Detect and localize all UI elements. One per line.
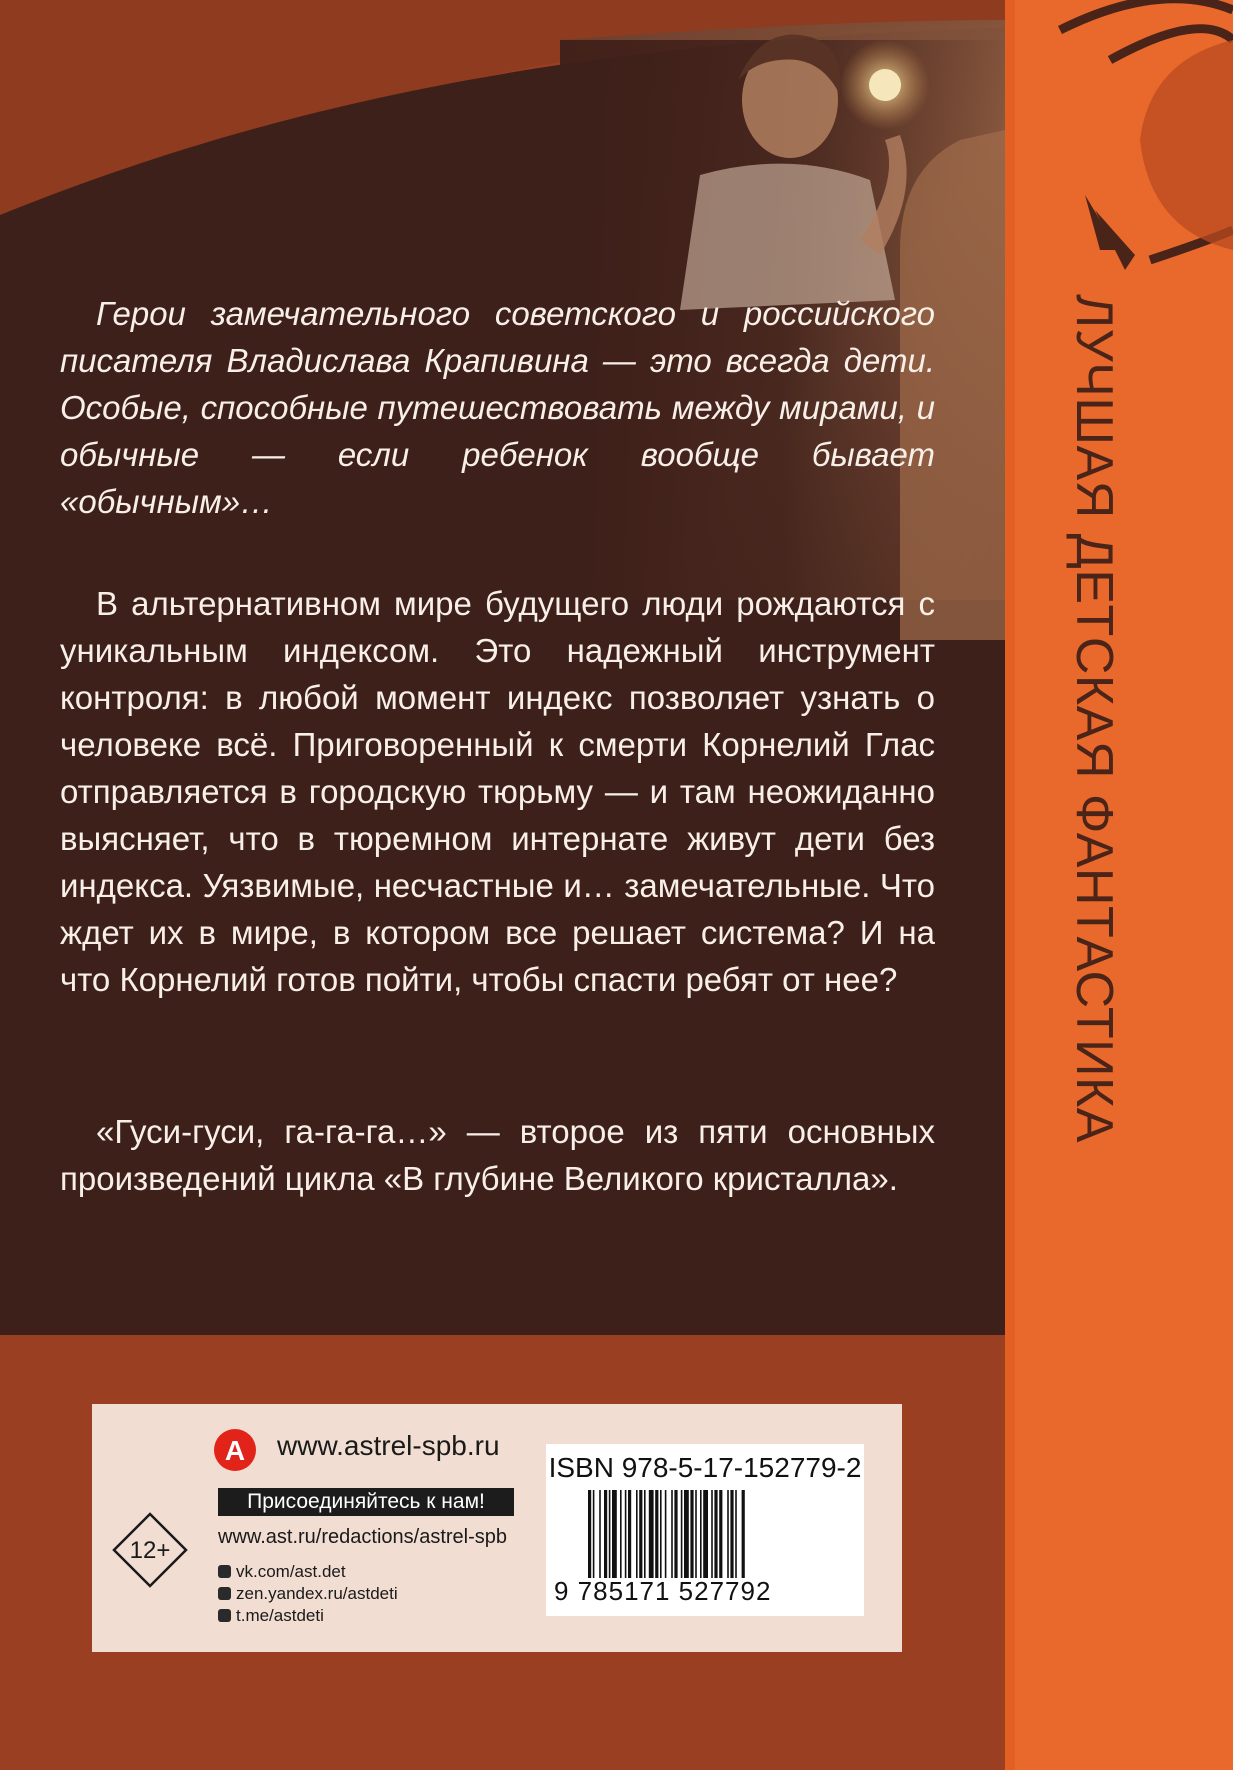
vk-link[interactable]: vk.com/ast.det — [218, 1562, 346, 1582]
zen-link[interactable]: zen.yandex.ru/astdeti — [218, 1584, 398, 1604]
join-us-banner: Присоединяйтесь к нам! — [218, 1488, 514, 1516]
barcode-bar — [730, 1490, 733, 1578]
synopsis-text: В альтернативном мире будущего люди рождаются с уникальным индексом. Это надежный инструмент контроля: в любой момент индекс позволяет узнать о человеке всё. Приговоренный к смерти Корнелий Глас отправляется в городскую тюрьму — и там неожиданно выясняет, что в тюремном интернате живут дети без индекса. Уязвимые, несчастные и… замечательные. Что ждет их в мире, в котором все решает система? И на что Корнелий готов пойти, чтобы спасти ребят от нее? — [60, 585, 935, 998]
publisher-website[interactable]: www.astrel-spb.ru — [277, 1430, 500, 1461]
barcode-bar — [639, 1490, 642, 1578]
barcode-bar — [690, 1490, 693, 1578]
barcode-bar — [599, 1490, 601, 1578]
barcode-bar — [628, 1490, 631, 1578]
isbn-box — [546, 1444, 864, 1616]
series-title: ЛУЧШАЯ ДЕТСКАЯ ФАНТАСТИКА — [1065, 294, 1123, 1143]
barcode-digits: 9 785171 527792 — [554, 1576, 772, 1606]
barcode — [588, 1490, 850, 1578]
telegram-link[interactable]: t.me/astdeti — [218, 1606, 324, 1626]
barcode-bar — [593, 1490, 595, 1578]
barcode-bar — [671, 1490, 673, 1578]
svg-text:А: А — [224, 1435, 246, 1466]
barcode-bar — [700, 1490, 702, 1578]
barcode-bar — [620, 1490, 622, 1578]
barcode-bar — [719, 1490, 722, 1578]
svg-text:12+: 12+ — [129, 1537, 171, 1564]
publisher-logo-icon — [214, 1429, 256, 1471]
barcode-bar — [644, 1490, 646, 1578]
vk-icon — [218, 1565, 231, 1578]
barcode-bar — [655, 1490, 658, 1578]
barcode-bar — [660, 1490, 662, 1578]
barcode-bar — [684, 1490, 689, 1578]
barcode-bar — [727, 1490, 729, 1578]
barcode-bar — [636, 1490, 638, 1578]
barcode-bar — [711, 1490, 713, 1578]
barcode-bar — [649, 1490, 654, 1578]
barcode-bar — [695, 1490, 697, 1578]
intro-paragraph — [60, 290, 935, 525]
barcode-bar — [714, 1490, 717, 1578]
publisher-info-panel — [92, 1404, 902, 1652]
barcode-bar — [625, 1490, 627, 1578]
barcode-bar — [674, 1490, 677, 1578]
barcode-bar — [681, 1490, 683, 1578]
barcode-bar — [612, 1490, 617, 1578]
telegram-icon — [218, 1609, 231, 1622]
intro-text: Герои замечательного советского и российского писателя Владислава Крапивина — это всегда дети. Особые, способные путешествовать между мирами, и обычные — если ребенок вообще бывает «обычным»… — [60, 295, 935, 520]
zen-icon — [218, 1587, 231, 1600]
barcode-bar — [588, 1490, 591, 1578]
age-rating-badge — [112, 1512, 188, 1588]
series-note-paragraph — [60, 1108, 935, 1202]
barcode-bar — [703, 1490, 708, 1578]
isbn-label: ISBN 978-5-17-152779-2 — [548, 1452, 862, 1483]
ast-link[interactable]: www.ast.ru/redactions/astrel-spb — [218, 1526, 508, 1548]
barcode-bar — [604, 1490, 607, 1578]
barcode-bar — [735, 1490, 737, 1578]
synopsis-paragraph — [60, 580, 935, 1003]
barcode-bar — [665, 1490, 667, 1578]
barcode-bar — [609, 1490, 611, 1578]
series-note-text: «Гуси-гуси, га-га-га…» — второе из пяти основных произведений цикла «В глубине Великого кристалла». — [60, 1113, 935, 1197]
barcode-bar — [742, 1490, 745, 1578]
